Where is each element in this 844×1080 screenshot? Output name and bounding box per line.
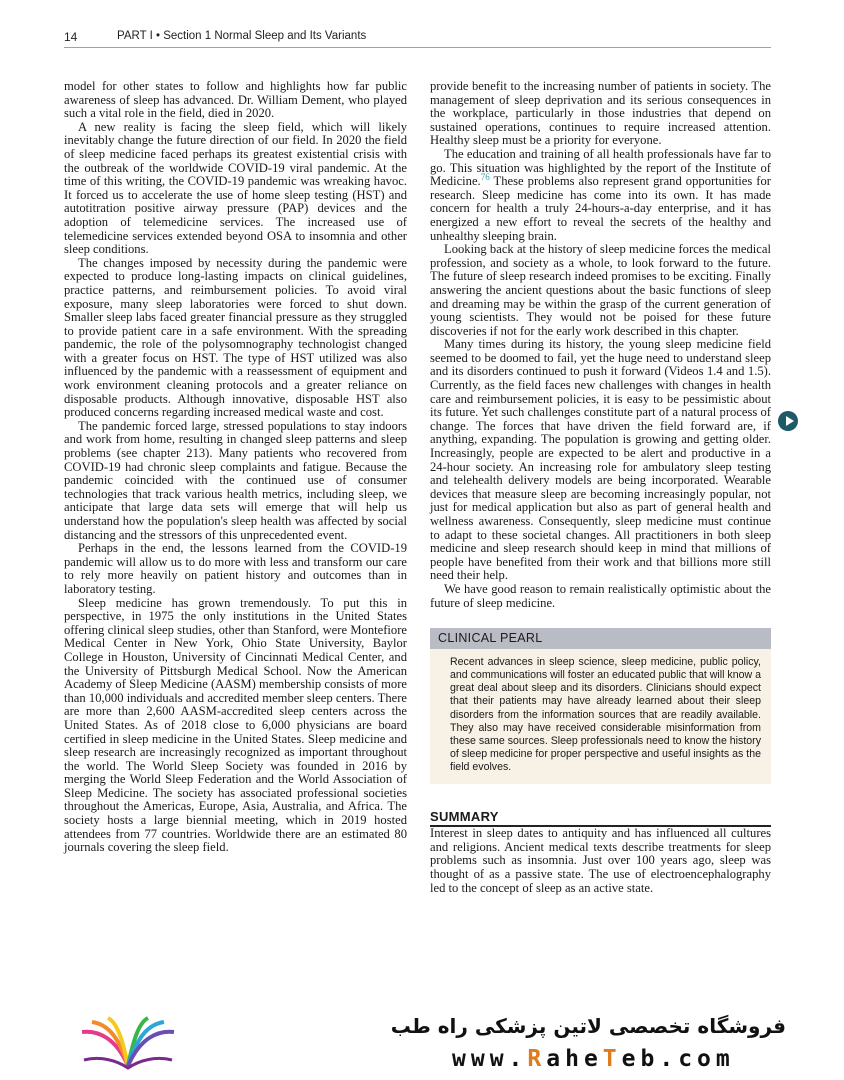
paragraph: Sleep medicine has grown tremendously. To put this in perspective, in 1975 the only institutions in the United States offering clinical sleep studies, other than Stanford, were Montefiore Medical Center in New York, Ohio State University, Baylor College in Houston, University of Cincinnati Medical Center, and the University of Pittsburgh Medical School. Now the American Academy of Sleep Medicine (AASM) membership consists of more than 10,000 individuals and accredited member sleep centers. There are more than 2,600 AASM-accredited sleep centers across the United States. As of 2018 close to 6,000 physicians are board certified in sleep medicine in the United States. Sleep medicine and sleep research are increasingly recognized as important throughout the world. The World Sleep Society was founded in 2016 by merging the World Sleep Federation and the World Association of Sleep Medicine. The society has associated professional societies throughout the Americas, Europe, Asia, Australia, and Africa. The society hosts a large biennial meeting, which in 2019 hosted attendees from 77 countries. Worldwide there are an estimated 80 journals covering the sleep field. [64, 595, 407, 855]
url-highlight: T [602, 1046, 622, 1072]
paragraph: model for other states to follow and highlights how far public awareness of sleep has advanced. Dr. William Dement, who played such a vital role in the field, died in 2020. [64, 79, 407, 121]
clinical-pearl-box [430, 628, 771, 783]
url-part: .com [659, 1046, 735, 1072]
right-column [430, 80, 771, 895]
play-video-icon[interactable] [778, 411, 798, 431]
paragraph: A new reality is facing the sleep field, which will likely inevitably change the future direction of our field. In 2020 the field of sleep medicine faced perhaps its greatest existential crisis with the outbreak of the worldwide COVID-19 viral pandemic. At the time of this writing, the COVID-19 pandemic was wreaking havoc. It forced us to accelerate the use of home sleep testing (HST) and autotitration positive airway pressure (PAP) devices and the adoption of telemedicine services. The increased use of telemedicine services extended beyond OSA to insomnia and other sleep conditions. [64, 119, 407, 257]
paragraph: The pandemic forced large, stressed populations to stay indoors and work from home, resulting in changed sleep patterns and sleep problems (see chapter 213). Many patients who recovered from COVID-19 had chronic sleep complaints and fatigue. Because the pandemic coincided with the continued use of consumer technologies that track various health metrics, including sleep, we anticipate that large data sets will emerge that will help us understand how the population's sleep health was affected by social distancing and the stressors of this unprecedented event. [64, 418, 407, 542]
text-run: The education and training of all health professionals have far to go. This situation was highlighted by the report of the Institute of Medicine. [430, 146, 771, 189]
paragraph: Many times during its history, the young sleep medicine field seemed to be doomed to fail, yet the huge need to understand sleep and its disorders continued to push it forward (Videos 1.4 and 1.5). Currently, as the field faces new challenges with changes in health care and reimbursement policies, it is easy to be pessimistic about its future. Yet such challenges constitute part of a natural process of change. The forces that have driven the field forward are, if anything, expanding. The population is growing and getting older. Increasingly, people are expected to be alert and productive in a 24-hour society. An increasing role for ambulatory sleep testing and telehealth delivery models are being incorporated. Wearable devices that measure sleep are becoming increasingly popular, not just for medical application but also as part of general health and wellness awareness. Consequently, sleep medicine must continue to adapt to these societal changes. All practitioners in both sleep medicine and sleep research should keep in mind that millions of people have benefited from their work and that billions more still need their help. [430, 337, 771, 583]
summary-title: SUMMARY [430, 810, 771, 828]
running-title: PART I • Section 1 Normal Sleep and Its Variants [117, 30, 367, 42]
paragraph: Perhaps in the end, the lessons learned from the COVID-19 pandemic will allow us to do more with less and transform our care to rely more heavily on patient history and outcomes than in laboratory testing. [64, 541, 407, 596]
clinical-pearl-title: CLINICAL PEARL [430, 628, 771, 649]
citation-link[interactable]: 76 [480, 171, 490, 182]
header-rule [64, 47, 771, 48]
page-header [0, 0, 844, 48]
summary-body: Interest in sleep dates to antiquity and has influenced all cultures and religions. Ancient medical texts describe treatments for sleep problems such as insomnia. Just over 100 years ago, sleep was thought of as a passive state. The use of electroencephalography led to the concept of sleep as an active state. [430, 826, 771, 895]
url-part: ahe [546, 1046, 603, 1072]
url-part: www. [452, 1046, 528, 1072]
shop-url[interactable] [452, 1046, 735, 1072]
paragraph: provide benefit to the increasing number of patients in society. The management of sleep deprivation and its serious consequences in the workplace, particularly in those industries that depend on sustained operations, continues to require increased attention. Healthy sleep must be a priority for everyone. [430, 79, 771, 148]
paragraph: We have good reason to remain realistically optimistic about the future of sleep medicine. [430, 581, 771, 610]
text-run: These problems also represent grand opportunities for research. Sleep medicine has come into its own. It has made concern for health a truly 24-hours-a-day enterprise, and it has energized a new effort to reveal the secrets of the healthy and unhealthy sleeping brain. [430, 174, 771, 243]
page-number: 14 [64, 30, 78, 44]
watermark-footer [0, 1000, 844, 1080]
paragraph [430, 148, 771, 243]
open-book-logo [80, 1016, 176, 1072]
left-column [64, 80, 407, 855]
clinical-pearl-body: Recent advances in sleep science, sleep medicine, public policy, and communications will foster an educated public that will know a great deal about sleep and its disorders. Clinicians should expect that their patients may have already learned about their sleep disorders from the information sources that are readily available. They also may have received considerable misinformation from these same sources. Sleep professionals need to know the history of sleep medicine for proper perspective and useful insights as the field evolves. [430, 649, 771, 784]
url-part: eb [621, 1046, 660, 1072]
url-highlight: R [527, 1046, 547, 1072]
shop-name: فروشگاه تخصصی لاتین پزشکی راه طب [390, 1014, 786, 1038]
paragraph: The changes imposed by necessity during the pandemic were expected to produce long-lasting impacts on clinical guidelines, practice patterns, and reimbursement policies. To avoid viral exposure, many sleep laboratories were forced to shut down. Smaller sleep labs faced greater financial pressure as they struggled to provide patient care in a safe environment. With the spreading pandemic, the role of the polysomnography technologist changed with a greater focus on HST. The type of HST utilized was also influenced by the pandemic with a reassessment of equipment and work environment cleaning protocols and a greater reliance on disposable products. Although innovative, disposable HST also produced concerns regarding increased medical waste and cost. [64, 255, 407, 420]
paragraph: Looking back at the history of sleep medicine forces the medical profession, and society as a whole, to look forward to the future. The future of sleep research indeed promises to be exciting. Finally answering the ancient questions about the basic functions of sleep and dreaming may be within the grasp of the current generation of young scientists. They would not be poised for these future discoveries if not for the early work described in this chapter. [430, 242, 771, 338]
